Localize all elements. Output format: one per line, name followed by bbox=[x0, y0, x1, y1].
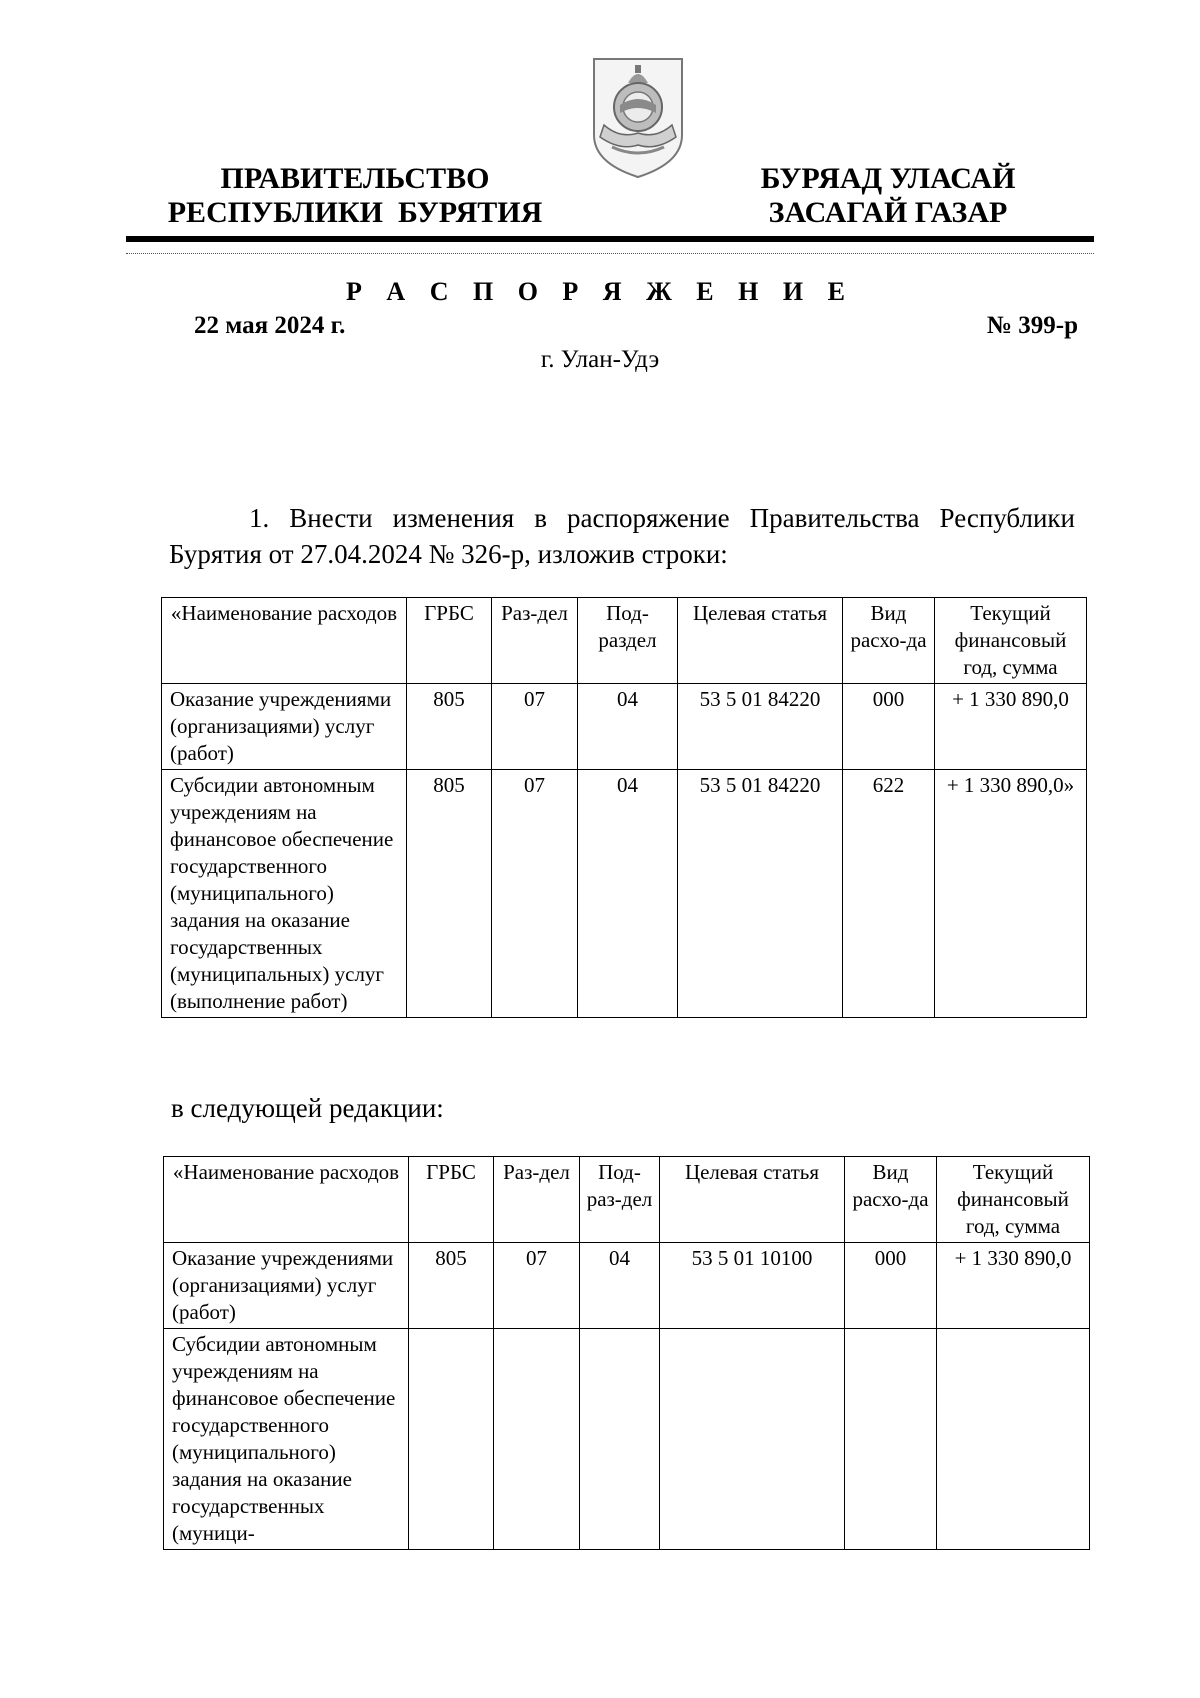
cell-amount: + 1 330 890,0» bbox=[935, 770, 1087, 1018]
cell-amount bbox=[937, 1329, 1090, 1550]
government-title-buryat bbox=[738, 162, 1038, 230]
table-row bbox=[164, 1329, 1090, 1550]
cell-grbs: 805 bbox=[409, 1243, 494, 1329]
cell-section: 07 bbox=[492, 770, 578, 1018]
header-cell: ГРБС bbox=[407, 598, 492, 684]
header-cell: Текущий финансовый год, сумма bbox=[937, 1157, 1090, 1243]
table-caption: в следующей редакции: bbox=[171, 1093, 444, 1123]
header-cell: Целевая статья bbox=[660, 1157, 845, 1243]
cell-expense-name: Оказание учреждениями (организациями) услуг (работ) bbox=[164, 1243, 409, 1329]
header-cell: Вид расхо-да bbox=[845, 1157, 937, 1243]
cell-expense-type bbox=[845, 1329, 937, 1550]
cell-target-article: 53 5 01 10100 bbox=[660, 1243, 845, 1329]
gov-title-line-2: РЕСПУБЛИКИ БУРЯТИЯ bbox=[167, 196, 543, 229]
header-cell: Целевая статья bbox=[678, 598, 843, 684]
document-type: Р А С П О Р Я Ж Е Н И Е bbox=[346, 277, 854, 306]
cell-subsection: 04 bbox=[578, 684, 678, 770]
coat-of-arms-emblem bbox=[590, 55, 686, 180]
body-paragraph: 1. Внести изменения в распоряжение Правительства Республики Бурятия от 27.04.2024 № 326-р, изложив строки: bbox=[169, 503, 1075, 569]
table-original-rows bbox=[161, 597, 1087, 1018]
cell-subsection: 04 bbox=[578, 770, 678, 1018]
table-row bbox=[164, 1243, 1090, 1329]
cell-expense-type: 000 bbox=[845, 1243, 937, 1329]
table-row bbox=[162, 770, 1087, 1018]
cell-section bbox=[494, 1329, 580, 1550]
table-header-row bbox=[164, 1157, 1090, 1243]
cell-grbs: 805 bbox=[407, 770, 492, 1018]
table-header-row bbox=[162, 598, 1087, 684]
cell-expense-name: Субсидии автономным учреждениям на финансовое обеспечение государственного (муниципального) задания на оказание государственных (муници- bbox=[164, 1329, 409, 1550]
government-title-russian bbox=[150, 162, 560, 230]
header-cell: Раз-дел bbox=[492, 598, 578, 684]
header-cell: Вид расхо-да bbox=[843, 598, 935, 684]
gov-title-buryat-line-2: ЗАСАГАЙ ГАЗАР bbox=[768, 196, 1008, 229]
cell-target-article: 53 5 01 84220 bbox=[678, 684, 843, 770]
header-cell: ГРБС bbox=[409, 1157, 494, 1243]
cell-section: 07 bbox=[492, 684, 578, 770]
cell-section: 07 bbox=[494, 1243, 580, 1329]
cell-amount: + 1 330 890,0 bbox=[937, 1243, 1090, 1329]
cell-expense-type: 622 bbox=[843, 770, 935, 1018]
header-cell: «Наименование расходов bbox=[164, 1157, 409, 1243]
cell-grbs bbox=[409, 1329, 494, 1550]
header-cell: Раз-дел bbox=[494, 1157, 580, 1243]
cell-target-article bbox=[660, 1329, 845, 1550]
header-cell: Под-раз-дел bbox=[580, 1157, 660, 1243]
document-date: 22 мая 2024 г. bbox=[194, 312, 346, 339]
cell-subsection bbox=[580, 1329, 660, 1550]
cell-grbs: 805 bbox=[407, 684, 492, 770]
gov-title-line-1: ПРАВИТЕЛЬСТВО bbox=[220, 162, 490, 195]
cell-expense-name: Субсидии автономным учреждениям на финансовое обеспечение государственного (муниципального) задания на оказание государственных (муниципальных) услуг (выполнение работ) bbox=[162, 770, 407, 1018]
header-rule-thick bbox=[126, 236, 1094, 242]
table-new-rows bbox=[163, 1156, 1090, 1550]
header-cell: Под-раздел bbox=[578, 598, 678, 684]
header-cell: Текущий финансовый год, сумма bbox=[935, 598, 1087, 684]
header-rule-thin bbox=[126, 253, 1094, 254]
gov-title-buryat-line-1: БУРЯАД УЛАСАЙ bbox=[760, 162, 1016, 195]
header-cell: «Наименование расходов bbox=[162, 598, 407, 684]
cell-amount: + 1 330 890,0 bbox=[935, 684, 1087, 770]
cell-target-article: 53 5 01 84220 bbox=[678, 770, 843, 1018]
document-city: г. Улан-Удэ bbox=[540, 346, 660, 373]
cell-subsection: 04 bbox=[580, 1243, 660, 1329]
table-row bbox=[162, 684, 1087, 770]
cell-expense-type: 000 bbox=[843, 684, 935, 770]
cell-expense-name: Оказание учреждениями (организациями) услуг (работ) bbox=[162, 684, 407, 770]
document-number: № 399-р bbox=[986, 312, 1078, 339]
